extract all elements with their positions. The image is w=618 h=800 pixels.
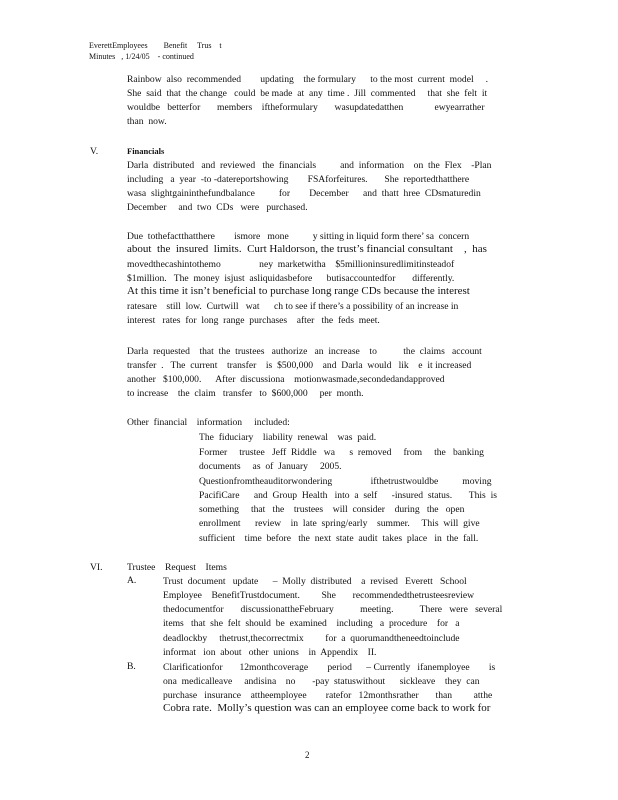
- header-title: EverettEmployees Benefit Trus t: [89, 41, 222, 50]
- section-title: Trustee Request Items: [127, 562, 227, 573]
- item-line: ona medicalleave andisina no -pay statuswithout sickleave they can: [163, 676, 480, 687]
- paragraph-line: another $100,000. After discussiona motionwasmade,secondedandapproved: [127, 374, 445, 385]
- page-number: 2: [305, 750, 310, 760]
- paragraph-line: At this time it isn’t beneficial to purchase long range CDs because the interest: [127, 285, 470, 297]
- item-line: purchase insurance attheemployee ratefor 12monthsrather than atthe: [163, 690, 493, 701]
- item-line: Cobra rate. Molly’s question was can an employee come back to work for: [163, 702, 491, 714]
- header-subtitle: Minutes , 1/24/05 - continued: [89, 52, 194, 61]
- paragraph-line: ratesare still low. Curtwill wat ch to see if there’s a possibility of an increase in: [127, 301, 459, 312]
- intro-line: than now.: [127, 116, 167, 127]
- section-number: VI.: [90, 562, 103, 573]
- paragraph-line: including a year -to -datereportshowing FSAforfeitures. She reportedthatthere: [127, 174, 470, 185]
- bullet-line: The fiduciary liability renewal was paid.: [199, 432, 377, 443]
- intro-line: Rainbow also recommended updating the formulary to the most current model .: [127, 74, 489, 85]
- item-line: Trust document update – Molly distributed a revised Everett School: [163, 576, 467, 587]
- item-line: Employee BenefitTrustdocument. She recommendedthetrusteesreview: [163, 590, 475, 601]
- paragraph-line: $1million. The money isjust asliquidasbefore butisaccountedfor differently.: [127, 273, 455, 284]
- paragraph-line: Due tothefactthatthere ismore mone y sitting in liquid form there’ sa concern: [127, 231, 470, 242]
- bullet-line: Former trustee Jeff Riddle wa s removed from the banking: [199, 447, 484, 458]
- paragraph-line: transfer . The current transfer is $500,000 and Darla would lik e it increased: [127, 360, 472, 371]
- item-line: items that she felt should be examined including a procedure for a: [163, 618, 460, 629]
- section-number: V.: [90, 146, 99, 157]
- item-line: informat ion about other unions in Appendix II.: [163, 647, 377, 658]
- bullet-line: sufficient time before the next state audit takes place in the fall.: [199, 533, 479, 544]
- page-header: [89, 40, 222, 62]
- item-letter: B.: [127, 661, 136, 672]
- bullet-line: enrollment review in late spring/early summer. This will give: [199, 518, 480, 529]
- intro-line: She said that the change could be made at any time . Jill commented that she felt it: [127, 88, 488, 99]
- paragraph-line: wasa slightgaininthefundbalance for December and thatt hree CDsmaturedin: [127, 188, 481, 199]
- bullet-line: Questionfromtheauditorwondering ifthetrustwouldbe moving: [199, 476, 492, 487]
- bullet-line: PacifiCare and Group Health into a self -insured status. This is: [199, 490, 497, 501]
- paragraph-line: movedthecashintothemo ney marketwitha $5millioninsuredlimitinsteadof: [127, 259, 455, 270]
- item-letter: A.: [127, 575, 137, 586]
- item-line: Clarificationfor 12monthcoverage period – Currently ifanemployee is: [163, 662, 496, 673]
- list-heading: Other financial information included:: [127, 417, 290, 428]
- item-line: thedocumentfor discussionattheFebruary meeting. There were several: [163, 604, 503, 615]
- section-title: Financials: [127, 146, 165, 156]
- paragraph-line: Darla requested that the trustees authorize an increase to the claims account: [127, 346, 482, 357]
- intro-line: wouldbe betterfor members iftheformulary wasupdatedatthen ewyearrather: [127, 102, 485, 113]
- bullet-line: documents as of January 2005.: [199, 461, 342, 472]
- item-line: deadlockby thetrust,thecorrectmix for a quorumandtheneedtoinclude: [163, 633, 460, 644]
- paragraph-line: to increase the claim transfer to $600,000 per month.: [127, 388, 364, 399]
- paragraph-line: about the insured limits. Curt Haldorson, the trust’s financial consultant , has: [127, 243, 487, 255]
- paragraph-line: interest rates for long range purchases after the feds meet.: [127, 315, 380, 326]
- paragraph-line: December and two CDs were purchased.: [127, 202, 308, 213]
- bullet-line: something that the trustees will consider during the open: [199, 504, 465, 515]
- paragraph-line: Darla distributed and reviewed the financials and information on the Flex -Plan: [127, 160, 492, 171]
